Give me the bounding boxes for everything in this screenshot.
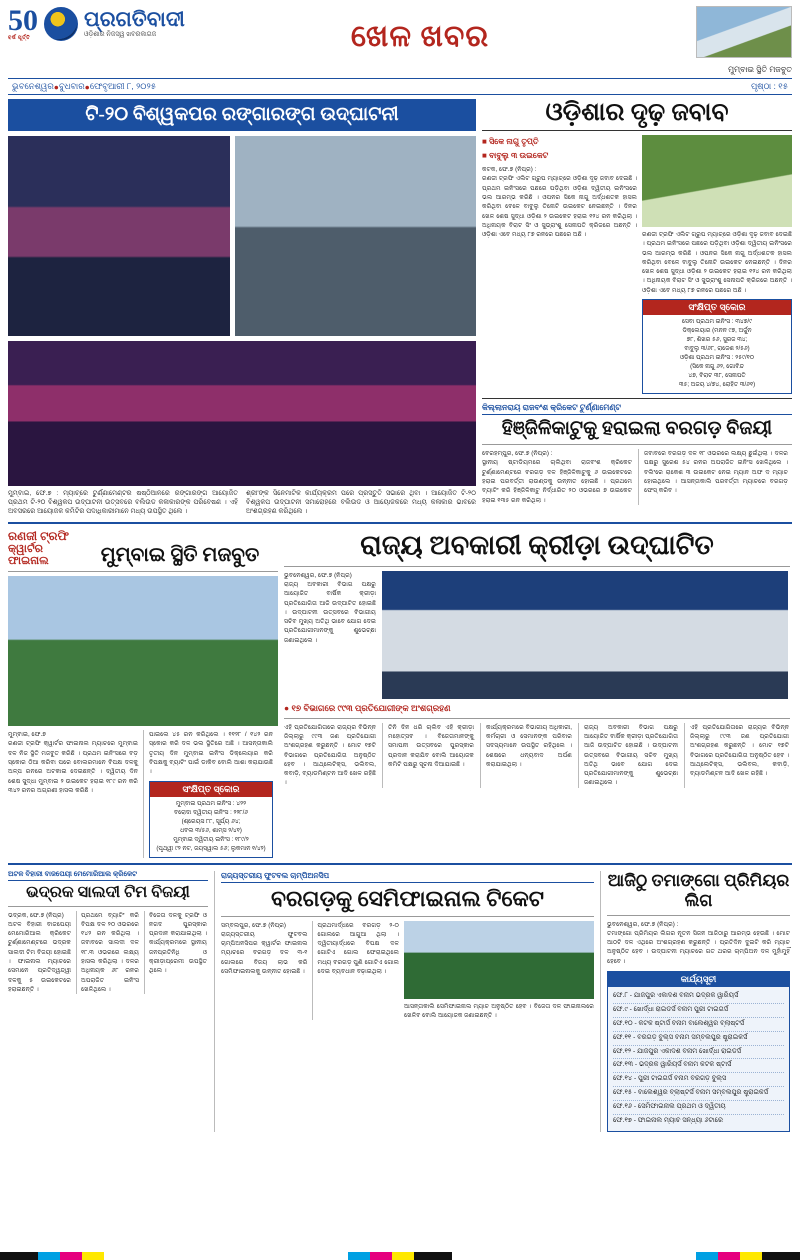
score-line-4: ବାବୁଲୁ ୩/୬୮, ରାଜେଶ ୨/୫୬) xyxy=(684,346,750,353)
mumbai-dateline: ମୁମ୍ବାଇ, ଫେ.୭ xyxy=(8,731,47,739)
anniversary-sub: ବର୍ଷ ପୂର୍ତ୍ତି xyxy=(8,36,31,41)
fixture-item: ଫେ.୧୩ - ଭଦ୍ରକ ୱାରିୟର୍ସ ବନାମ କଟକ ଷ୍ଟାର୍ସ xyxy=(613,1059,784,1073)
mumbai-body-a: ରଣଜୀ ଟ୍ରଫି କ୍ୱାର୍ଟର ଫାଇନାଲ ମ୍ୟାଚରେ ମୁମ୍ବାଇ ଦଳ ନିଜ ସ୍ଥିତି ମଜବୁତ କରିଛି । ପ୍ରଥମ ଇନିଂସରେ ବଡ଼ ସ୍କୋର ଠିଆ କରିବା ପରେ ବୋଲରମାନେ ବିପକ୍ଷ ଦଳକୁ ଅଳ୍ପ ରନରେ ଅଟକାଇ ଦେଇଛନ୍ତି । ଦ୍ୱିତୀୟ ଦିନ ଶେଷ ସୁଦ୍ଧା ମୁମ୍ବାଇ ୨ ଉଇକେଟ ହରାଇ ୧୮୯ ରନ କରି ୩୪୨ ରନର ଅଗ୍ରଣୀ ହାସଲ କରିଛି । xyxy=(8,740,138,794)
bhadrak-dateline: ଭଦ୍ରକ, ଫେ.୭ (ନିପ୍ର) xyxy=(8,911,64,919)
paper-tagline: ଓଡ଼ିଶାର ନିଜସ୍ୱ ଖବରକାଗଜ xyxy=(84,30,157,38)
football-teams-photo xyxy=(404,921,594,999)
excise-headline: ରାଜ୍ୟ ଅବକାରୀ କ୍ରୀଡ଼ା ଉଦ୍‌ଘାଟିତ xyxy=(360,529,714,560)
excise-col-4: ରାଜ୍ୟ ଅବକାରୀ ବିଭାଗ ପକ୍ଷରୁ ଆୟୋଜିତ ବାର୍ଷିକ କ୍ରୀଡ଼ା ପ୍ରତିଯୋଗିତା ଆଜି ଉଦ୍‌ଘାଟିତ ହୋଇଛି । ଉଦ୍‌ଘାଟନୀ ଉତ୍ସବରେ ବିଭାଗୀୟ ସଚିବ ମୁଖ୍ୟ ଅତିଥି ଭାବେ ଯୋଗ ଦେଇ ପ୍ରତିଯୋଗୀମାନଙ୍କୁ ଶୁଭେଚ୍ଛା ଜଣାଇଥିଲେ । xyxy=(584,723,678,787)
bhadrak-kicker: ଅଟଳ ବିହାରୀ ବାଜପେୟୀ ମେମୋରିଆଲ କ୍ରିକେଟ xyxy=(8,871,208,881)
fixture-item: ଫେ.୧୬ - ସେମିଫାଇନାଲ ପ୍ରଥମ ଓ ଦ୍ୱିତୀୟ xyxy=(613,1101,784,1115)
fixture-item: ଫେ.୧୪ - ପୁରୀ ଟାଇଗର୍ସ ବନାମ ବରଗଡ଼ ବୁଲ୍‌ସ xyxy=(613,1073,784,1087)
section-title: ଖେଳ ଖବର xyxy=(350,20,490,53)
excise-dateline: ଭୁବନେଶ୍ୱର, ଫେ.୭ (ନିପ୍ର) xyxy=(284,571,352,579)
bullet-1: ■ ସିକେ ନାଗୁ ତୃପ୍ତି xyxy=(482,137,539,146)
bhadrak-body-c: ବିଜେତା ଦଳକୁ ଟ୍ରଫି ଓ ନଗଦ ପୁରସ୍କାର ପ୍ରଦାନ କରାଯାଇଥିଲା । କାର୍ଯ୍ୟକ୍ରମରେ ସ୍ଥାନୀୟ ଜନପ୍ରତିନିଧି ଓ କ୍ରୀଡ଼ାପ୍ରେମୀ ଉପସ୍ଥିତ ଥିଲେ । xyxy=(149,911,207,975)
print-registration-bar xyxy=(0,1252,800,1260)
lead-caption-left: ମୁମ୍ବାଇ, ଫେ.୭ : ମ୍ୟାଚ୍‌ରେ ଟୁର୍ଣ୍ଣାମେଣ୍ଟର ଷଷ୍ଠିଆନରେ ରଙ୍ଗାରଙ୍ଗ ଆୟୋଜିତ ପ୍ରଥମ ଟି-୨୦ ବିଶ୍ୱକପ ଉଦ୍‌ଘାଟନୀ ଉତ୍ସବରେ ବଲିଉଡ କଳାକାରଙ୍କ ପରିବେଷଣ । ଏହି ଅବସରରେ ଆୟୋଜକ କମିଟିର ପଦାଧିକାରୀମାନେ ମଧ୍ୟ ଉପସ୍ଥିତ ଥିଲେ । xyxy=(8,490,238,515)
dot-1: ● xyxy=(53,81,59,92)
mumbai-score-box xyxy=(149,781,273,858)
fixture-item: ଫେ.୧୦ - କଟକ ଷ୍ଟାର୍ସ ବନାମ ବାଲେଶ୍ୱର ବ୍ଲାଷ୍ଟର୍ସ xyxy=(613,1018,784,1032)
excise-sports-story xyxy=(284,530,790,858)
anniversary-number: 50 xyxy=(8,4,38,37)
score-line-1: ସେବା ପ୍ରଥମ ଇନିଂସ : ୩୪୭/୯ xyxy=(681,319,753,326)
score-line-8: ୩୫; ଅଜୟ ୪/୭୪, ରୋହିତ ୩/୬୧) xyxy=(678,382,756,389)
masthead-photo-strip xyxy=(622,6,792,75)
second-body-b: ଜବାବରେ ବରଗଡ଼ ଦଳ ୧୮ ଓଭରରେ ଲକ୍ଷ୍ୟ ଛୁଇଁଥିଲା । ଦଳର ପକ୍ଷରୁ ସୁରେଶ ୫୪ ରନର ଅପରାଜିତ ଇନିଂସ ଖେଳିଥିଲେ । ବଲିଂରେ ରାକେଶ ୩ ଉଇକେଟ ନେଇ ମ୍ୟାନ ଅଫ ଦ ମ୍ୟାଚ ହୋଇଥିଲେ । ଆସନ୍ତାକାଲି ପରବର୍ତ୍ତୀ ମ୍ୟାଚରେ ବରଗଡ଼ ଫେସ୍ କରିବ । xyxy=(644,450,788,495)
interview-officials-photo xyxy=(235,136,476,336)
fixture-item: ଫେ.୮ - ଯାଜପୁର ଏକାଦଶ ବନାମ ଭଦ୍ରକ ୱାରିୟର୍ସ xyxy=(613,990,784,1004)
lead-headline: ଟି-୨୦ ବିଶ୍ୱକପର ରଙ୍ଗାରଙ୍ଗ ଉଦ୍‌ଘାଟନୀ xyxy=(8,99,476,131)
football-body-b: ପ୍ରଥମାର୍ଦ୍ଧରେ ବରଗଡ଼ ୨-୦ ଗୋଲରେ ଆଗୁଆ ଥିଲା । ଦ୍ୱିତୀୟାର୍ଦ୍ଧରେ ବିପକ୍ଷ ଦଳ ଗୋଟିଏ ଗୋଲ ଫେରାଇଥିଲେ ମଧ୍ୟ ବରଗଡ଼ ପୁଣି ଗୋଟିଏ ଗୋଲ ଦେଇ ବ୍ୟବଧାନ ବଢ଼ାଇଥିଲା । xyxy=(317,921,399,976)
football-headline: ବରଗଡ଼କୁ ସେମିଫାଇନାଲ ଟିକେଟ xyxy=(271,885,544,911)
issue-date: ଫେବୃଆରୀ ୮, ୨୦୨୫ xyxy=(89,81,156,91)
paper-logo xyxy=(8,6,218,41)
dateline-bar xyxy=(8,78,792,95)
pl-dateline: ଭୁବନେଶ୍ୱର, ଫେ.୭ (ନିପ୍ର) : xyxy=(607,920,679,928)
paper-name: ପ୍ରଗତିବାଦୀ xyxy=(84,7,185,32)
second-body-a: ସ୍ଥାନୀୟ ଷ୍ଟାଡିୟମରେ ଚାଲିଥିବା ରାଜବଂଶ କ୍ରିକେଟ ଟୁର୍ଣ୍ଣାମେଣ୍ଟରେ ବରଗଡ଼ ଦଳ ହିଞ୍ଜିଳିକାଟୁକୁ ୬ ଉଇକେଟରେ ହରାଇ ପରବର୍ତ୍ତୀ ରାଉଣ୍ଡକୁ ଉନ୍ନୀତ ହୋଇଛି । ପ୍ରଥମେ ବ୍ୟାଟିଂ କରି ହିଞ୍ଜିଳିକାଟୁ ନିର୍ଦ୍ଧାରିତ ୨୦ ଓଭରରେ ୭ ଉଇକେଟ ହରାଇ ୧୩୫ ରନ କରିଥିଲା । xyxy=(482,459,632,504)
opening-ceremony-dancers-photo xyxy=(8,136,230,336)
mumbai-score-6: (ପୃଥ୍ୱୀ ୯୨ ନଟ, ଜୟସ୍ୱାଲ ୫୬; ଲୁକମାନ ୧/୪୨) xyxy=(156,845,266,852)
football-body-c: ଆସନ୍ତାକାଲି ସେମିଫାଇନାଲ ମ୍ୟାଚ ଅନୁଷ୍ଠିତ ହେବ । ବିଜେତା ଦଳ ଫାଇନାଲରେ ଖେଳିବ ବୋଲି ଆୟୋଜକ ଜଣାଇଛନ୍ତି । xyxy=(404,1002,594,1019)
mumbai-body-b: ପାଇଲେ ୪୫ ରନ କରିଥିଲେ । ୧୧୨୮ / ୧୪୨ ରନ ସ୍କୋର କରି ଦଳ ଭଲ ସ୍ଥିତିରେ ଅଛି । ଆସନ୍ତାକାଲି ତୃତୀୟ ଦିନ ମୁମ୍ବାଇ ଇନିଂସ ଡିକ୍ଲେୟାର କରି ବିପକ୍ଷକୁ ବ୍ୟାଟିଂ ପାଇଁ ଡାକିବ ବୋଲି ଆଶା କରାଯାଉଛି । xyxy=(149,731,273,776)
odisha-headline: ଓଡ଼ିଶାର ଦୃଢ଼ ଜବାବ xyxy=(482,99,792,131)
mumbai-score-5: ମୁମ୍ବାଇ ଦ୍ୱିତୀୟ ଇନିଂସ : ୧୮୯/୨ xyxy=(173,836,249,843)
odisha-second-headline: ହିଞ୍ଜିଳିକାଟୁକୁ ହରାଇଲା ବରଗଡ଼ ବିଜୟୀ xyxy=(501,418,773,440)
football-body-a: ରାଜ୍ୟସ୍ତରୀୟ ଫୁଟବଲ ଚାମ୍ପିଅନସିପର କ୍ୱାର୍ଟର ଫାଇନାଲ ମ୍ୟାଚରେ ବରଗଡ଼ ଦଳ ୩-୧ ଗୋଲରେ ବିଜୟ ଲାଭ କରି ସେମିଫାଇନାଲକୁ ଉନ୍ନୀତ ହୋଇଛି । xyxy=(221,930,308,976)
excise-col-2: ତିନି ଦିନ ଧରି ଚାଲିବ ଏହି କ୍ରୀଡ଼ା ମହୋତ୍ସବ । ବିଜେତାମାନଙ୍କୁ ସମାପନୀ ଉତ୍ସବରେ ପୁରସ୍କାର ପ୍ରଦାନ କରାଯିବ ବୋଲି ଆୟୋଜକ କମିଟି ପକ୍ଷରୁ ସୂଚନା ଦିଆଯାଇଛି । xyxy=(388,723,474,768)
score-box-title: ସଂକ୍ଷିପ୍ତ ସ୍କୋର xyxy=(643,300,791,315)
odisha-bullets xyxy=(482,135,637,162)
pl-body: ତମାଙ୍ଗୋ ପ୍ରିମିୟର ଲିଗର ନୂତନ ସିଜନ ଆଜିଠାରୁ ଆରମ୍ଭ ହେଉଛି । ମୋଟ ଆଠଟି ଦଳ ଏଥିରେ ଅଂଶଗ୍ରହଣ କରୁଛନ୍ତି । ପ୍ରତିଦିନ ଦୁଇଟି କରି ମ୍ୟାଚ ଅନୁଷ୍ଠିତ ହେବ । ଉଦ୍‌ଘାଟନୀ ମ୍ୟାଚରେ ଗତ ଥରର ଚାମ୍ପିଅନ ଦଳ ମୁହାଁମୁହିଁ ହେବେ । xyxy=(607,929,790,965)
pl-headline: ଆଜିଠୁ ତମାଙ୍ଗୋ ପ୍ରିମିୟର ଲିଗ xyxy=(607,870,790,910)
bullet-2: ■ ବାବୁଲୁ ୩ ଉଇକେଟ xyxy=(482,150,549,160)
odisha-dateline: କଟକ, ଫେ.୭ (ନିପ୍ର) : xyxy=(482,166,537,174)
mumbai-story xyxy=(8,530,278,858)
football-dateline: ସମ୍ବଲପୁର, ଫେ.୭ (ନିପ୍ର) xyxy=(221,921,286,929)
lead-story xyxy=(8,99,476,517)
score-line-5: ଓଡ଼ିଶା ପ୍ରଥମ ଇନିଂସ : ୨୫୯/୧୦ xyxy=(679,355,755,362)
cricket-photo-thumb xyxy=(696,6,792,58)
mumbai-kicker-1: ରଣଜୀ ଟ୍ରଫି xyxy=(8,528,70,543)
fixture-item: ଫେ.୧୭ - ଫାଇନାଲ ମ୍ୟାଚ ସନ୍ଧ୍ୟା ୬ଟାରେ xyxy=(613,1116,723,1124)
football-kicker: ରାଜ୍ୟସ୍ତରୀୟ ଫୁଟବଲ ଚାମ୍ପିଅନସିପ xyxy=(221,871,594,883)
excise-col-5: ଏହି ପ୍ରତିଯୋଗିତାରେ ରାଜ୍ୟର ବିଭିନ୍ନ ଜିଲ୍ଲାରୁ ୯୯୩ ଜଣ ପ୍ରତିଯୋଗୀ ଅଂଶଗ୍ରହଣ କରୁଛନ୍ତି । ମୋଟ ୧୭ଟି ବିଭାଗରେ ପ୍ରତିଯୋଗିତା ଅନୁଷ୍ଠିତ ହେବ । ଆଥ୍‌ଲେଟିକ୍ସ, ଭଲିବଲ, କବାଡ଼ି, ବ୍ୟାଡମିଣ୍ଟନ ଆଦି ଖେଳ ରହିଛି । xyxy=(690,723,789,778)
score-line-7: ୪୭, ବିରାଟ ୩୮, ସେନାପତି xyxy=(688,373,746,380)
strip-caption: ମୁମ୍ବାଇ ସ୍ଥିତି ମଜବୁତ xyxy=(728,65,792,74)
odisha-body-right: ରଣଜୀ ଟ୍ରଫି ଏଲିଟ ଗ୍ରୁପ ମ୍ୟାଚ୍‌ରେ ଓଡ଼ିଶା ଦୃଢ଼ ଜବାବ ଦେଇଛି । ପ୍ରଥମ ଇନିଂସରେ ପଛରେ ପଡ଼ିଥିବା ଓଡ଼ିଶା ଦ୍ୱିତୀୟ ଇନିଂସରେ ଭଲ ଆରମ୍ଭ କରିଛି । ଓପନର ସିକେ ନାଗୁ ଅର୍ଦ୍ଧଶତକ ହାସଲ କରିଥିବା ବେଳେ ବାବୁଲୁ ତିନୋଟି ଉଇକେଟ ନେଇଛନ୍ତି । ଦିନର ଖେଳ ଶେଷ ସୁଦ୍ଧା ଓଡ଼ିଶା ୨ ଉଇକେଟ ହରାଇ ୧୨୪ ରନ କରିଥିଲା । ଅଧିନାୟକ ବିରାଟ ସିଂ ଓ ସୁଭ୍ରାଂଶୁ ସେନାପତି କ୍ରିଜରେ ଅଛନ୍ତି । ଓଡ଼ିଶା ଏବେ ମଧ୍ୟ ୮୭ ରନରେ ପଛରେ ଅଛି । xyxy=(642,231,792,294)
football-story xyxy=(214,871,594,1132)
bhadrak-story xyxy=(8,871,208,1132)
mumbai-score-4: ଧବଲ ୩/୫୬, ଶାମ୍ସ ୨/୪୧) xyxy=(180,827,242,834)
odisha-second-kicker: କିଲ୍ଲାନରାୟ ରାଜବଂଶ କ୍ରିକେଟ ଟୁର୍ଣ୍ଣାମେଣ୍ଟ xyxy=(482,403,792,415)
bottom-section xyxy=(8,871,792,1132)
fixture-item: ଫେ.୧୨ - ଯାଜପୁର ଏକାଦଶ ବନାମ ଖୋର୍ଦ୍ଧା ରାଇଡର୍ସ xyxy=(613,1046,784,1060)
place: ଭୁବନେଶ୍ୱର xyxy=(12,81,54,91)
odisha-body: ରଣଜୀ ଟ୍ରଫି ଏଲିଟ ଗ୍ରୁପ ମ୍ୟାଚ୍‌ରେ ଓଡ଼ିଶା ଦୃଢ଼ ଜବାବ ଦେଇଛି । ପ୍ରଥମ ଇନିଂସରେ ପଛରେ ପଡ଼ିଥିବା ଓଡ଼ିଶା ଦ୍ୱିତୀୟ ଇନିଂସରେ ଭଲ ଆରମ୍ଭ କରିଛି । ଓପନର ସିକେ ନାଗୁ ଅର୍ଦ୍ଧଶତକ ହାସଲ କରିଥିବା ବେଳେ ବାବୁଲୁ ତିନୋଟି ଉଇକେଟ ନେଇଛନ୍ତି । ଦିନର ଖେଳ ଶେଷ ସୁଦ୍ଧା ଓଡ଼ିଶା ୨ ଉଇକେଟ ହରାଇ ୧୨୪ ରନ କରିଥିଲା । ଅଧିନାୟକ ବିରାଟ ସିଂ ଓ ସୁଭ୍ରାଂଶୁ ସେନାପତି କ୍ରିଜରେ ଅଛନ୍ତି । ଓଡ଼ିଶା ଏବେ ମଧ୍ୟ ୮୭ ରନରେ ପଛରେ ଅଛି । xyxy=(482,175,637,239)
page-number: ପୃଷ୍ଠା : ୧୫ xyxy=(750,81,788,91)
section-title-wrap xyxy=(218,6,622,54)
excise-subhead: ● ୧୭ ବିଭାଗରେ ୯୯୩ ପ୍ରତିଯୋଗୀଙ୍କ ଅଂଶଗ୍ରହଣ xyxy=(284,702,451,713)
fixture-item: ଫେ.୧୫ - ବାଲେଶ୍ୱର ବ୍ଲାଷ୍ଟର୍ସ ବନାମ ସମ୍ବଲପୁର ଷ୍ଟ୍ରାଇକର୍ସ xyxy=(613,1087,784,1101)
mumbai-kicker-2: କ୍ୱାର୍ଟର ଫାଇନାଲ xyxy=(8,542,49,567)
excise-col-3: କାର୍ଯ୍ୟକ୍ରମରେ ବିଭାଗୀୟ ଅଧିକାରୀ, କର୍ମଚାରୀ ଓ ସେମାନଙ୍କ ପରିବାର ସଦସ୍ୟମାନେ ଉପସ୍ଥିତ ରହିଥିଲେ । ଶେଷରେ ଧନ୍ୟବାଦ ଅର୍ପଣ କରାଯାଇଥିଲା । xyxy=(486,723,572,768)
mumbai-headline: ମୁମ୍ବାଇ ସ୍ଥିତି ମଜବୁତ xyxy=(100,544,260,567)
excise-col-1: ଏହି ପ୍ରତିଯୋଗିତାରେ ରାଜ୍ୟର ବିଭିନ୍ନ ଜିଲ୍ଲାରୁ ୯୯୩ ଜଣ ପ୍ରତିଯୋଗୀ ଅଂଶଗ୍ରହଣ କରୁଛନ୍ତି । ମୋଟ ୧୭ଟି ବିଭାଗରେ ପ୍ରତିଯୋଗିତା ଅନୁଷ୍ଠିତ ହେବ । ଆଥ୍‌ଲେଟିକ୍ସ, ଭଲିବଲ, କବାଡ଼ି, ବ୍ୟାଡମିଣ୍ଟନ ଆଦି ଖେଳ ରହିଛି । xyxy=(284,723,376,787)
fixture-item: ଫେ.୧୧ - ବରଗଡ଼ ବୁଲ୍‌ସ ବନାମ ସମ୍ବଲପୁର ଷ୍ଟ୍ରାଇକର୍ସ xyxy=(613,1032,784,1046)
team-celebration-photo xyxy=(8,576,278,726)
top-section xyxy=(8,99,792,517)
mumbai-score-1: ମୁମ୍ବାଇ ପ୍ରଥମ ଇନିଂସ : ୪୨୨ xyxy=(175,800,247,807)
lead-caption-mid: ଶ୍ରୀ'ଙ୍କ ସିନେମାଟିକ କାର୍ଯ୍ୟକ୍ରମ ପରେ ପ୍ରସ୍ତୁତି ସଭାରେ ଥିବା । ଆୟୋଜିତ ଟି-୨୦ ବିଶ୍ୱକପ ଉଦ୍‌ଘାଟନୀ ସମାରୋହରେ ବଲିଉଡ ଓ ଆୟୋଜକରେ ମଧ୍ୟ କଳାକାର ଭାବରେ ଅଂଶଗ୍ରହଣ କରିଥିଲେ । xyxy=(246,490,476,515)
second-dateline: ବେରହମ୍ପୁର, ଫେ.୭ (ନିପ୍ର) : xyxy=(482,450,553,458)
lead-top-images xyxy=(8,136,476,336)
cricketer-portrait-photo xyxy=(642,135,792,227)
weekday: ବୁଧବାର xyxy=(58,81,85,91)
score-line-2: ଡିକ୍ଲେୟାର (ମନନ ୯୭, ଅର୍ଜୁନ xyxy=(682,328,752,335)
emblem-icon xyxy=(44,7,78,41)
mumbai-score-3: (ଶ୍ରେୟସ ୮୮, ସୂର୍ଯ୍ୟ ୬୪; xyxy=(181,818,241,825)
premier-league-story xyxy=(600,871,790,1132)
anniversary-badge xyxy=(8,6,38,41)
fixture-box xyxy=(607,971,790,1132)
mumbai-score-2: ବରୋଦା ଦ୍ୱିତୀୟ ଇନିଂସ : ୨୨୮/୬ xyxy=(173,809,249,816)
masthead xyxy=(8,6,792,78)
mid-section xyxy=(8,530,792,858)
bhadrak-body-a: ଅଟଳ ବିହାରୀ ବାଜପେୟୀ ମେମୋରିଆଲ କ୍ରିକେଟ ଟୁର୍ଣ୍ଣାମେଣ୍ଟରେ ଭଦ୍ରକ ସାଲଦୀ ଟିମ ବିଜୟୀ ହୋଇଛି । ଫାଇନାଲ ମ୍ୟାଚରେ ସେମାନେ ପ୍ରତିଦ୍ୱନ୍ଦ୍ୱୀ ଦଳକୁ ୫ ଉଇକେଟରେ ହରାଇଛନ୍ତି । xyxy=(8,920,71,993)
score-line-6: (ସିକେ ନାଗୁ ୬୨, ଗୋବିନ୍ଦ xyxy=(690,364,744,371)
excise-body-a: ରାଜ୍ୟ ଅବକାରୀ ବିଭାଗ ପକ୍ଷରୁ ଆୟୋଜିତ ବାର୍ଷିକ କ୍ରୀଡ଼ା ପ୍ରତିଯୋଗିତା ଆଜି ଉଦ୍‌ଘାଟିତ ହୋଇଛି । ଉଦ୍‌ଘାଟନୀ ଉତ୍ସବରେ ବିଭାଗୀୟ ସଚିବ ମୁଖ୍ୟ ଅତିଥି ଭାବେ ଯୋଗ ଦେଇ ପ୍ରତିଯୋଗୀମାନଙ୍କୁ ଶୁଭେଚ୍ଛା ଜଣାଇଥିଲେ । xyxy=(284,580,376,644)
mumbai-score-title: ସଂକ୍ଷିପ୍ତ ସ୍କୋର xyxy=(150,782,272,797)
odisha-story xyxy=(482,99,792,517)
fixture-item: ଫେ.୯ - ଖୋର୍ଦ୍ଧା ରାଇଡର୍ସ ବନାମ ପୁରୀ ଟାଇଗର୍ସ xyxy=(613,1004,784,1018)
score-line-3: ୭୮, ଶିଖର ୫୬, ସୁରଜ ୩୪; xyxy=(686,337,748,344)
award-ceremony-photo xyxy=(382,571,788,699)
dot-2: ● xyxy=(84,81,90,92)
bhadrak-body-b: ପ୍ରଥମେ ବ୍ୟାଟିଂ କରି ବିପକ୍ଷ ଦଳ ୨୦ ଓଭରରେ ୧୪୨ ରନ କରିଥିଲା । ଜବାବରେ ସାଲଦୀ ଦଳ ୧୮.୩ ଓଭରରେ ଲକ୍ଷ୍ୟ ହାସଲ କରିଥିଲା । ଦଳର ଅଧିନାୟକ ୬୮ ରନର ଅପରାଜିତ ଇନିଂସ ଖେଳିଥିଲେ । xyxy=(81,911,139,993)
stage-performance-photo xyxy=(8,341,476,486)
odisha-score-box xyxy=(642,299,792,394)
bhadrak-headline: ଭଦ୍ରକ ସାଲଦୀ ଟିମ ବିଜୟୀ xyxy=(26,883,190,901)
fixture-title: କାର୍ଯ୍ୟସୂଚୀ xyxy=(608,972,789,987)
